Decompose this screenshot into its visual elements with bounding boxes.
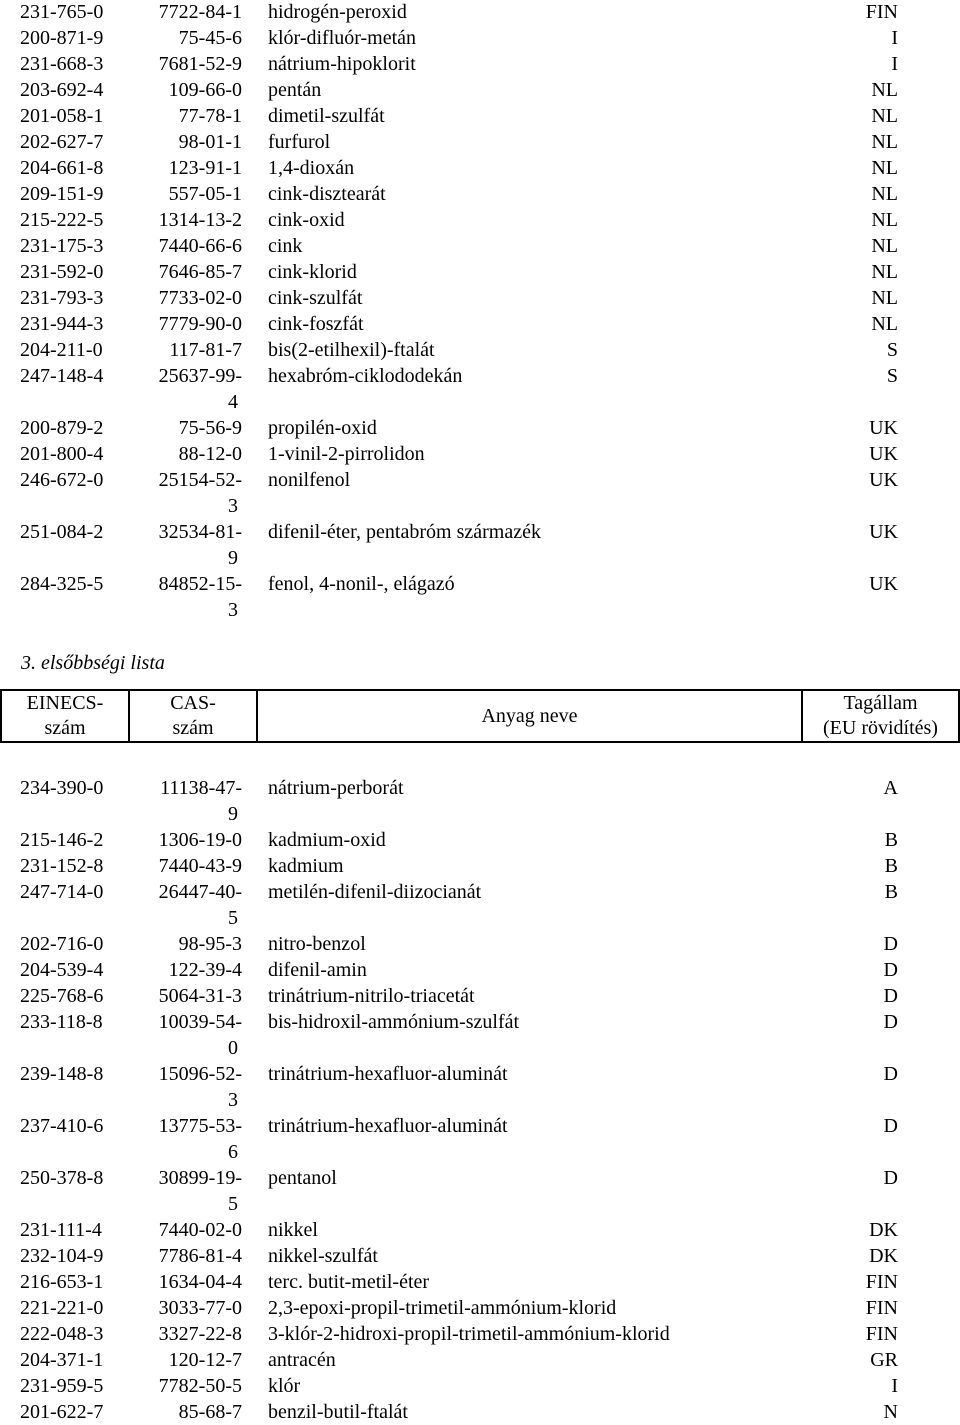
member-state: N: [883, 1401, 898, 1423]
einecs-number: 231-668-3: [20, 53, 104, 75]
member-state: I: [891, 1375, 898, 1397]
substance-name: pentán: [268, 79, 322, 101]
member-state: FIN: [865, 1271, 898, 1293]
table-row: [0, 1113, 960, 1165]
cas-number: 7646-85-7: [158, 261, 242, 283]
member-state: NL: [871, 183, 898, 205]
substance-name: kadmium: [268, 855, 344, 877]
einecs-number: 251-084-2: [20, 521, 104, 543]
cas-number: 85-68-7: [178, 1401, 242, 1423]
einecs-number: 231-111-4: [20, 1219, 102, 1241]
einecs-number: 231-959-5: [20, 1375, 104, 1397]
einecs-number: 209-151-9: [20, 183, 104, 205]
table-row: [0, 207, 960, 233]
member-state: NL: [871, 157, 898, 179]
table-row: [0, 1165, 960, 1217]
table-row: [0, 853, 960, 879]
einecs-number: 234-390-0: [20, 777, 104, 799]
member-state: DK: [869, 1245, 898, 1267]
cas-number: 10039-54- 0: [158, 1011, 242, 1059]
cas-number: 3033-77-0: [158, 1297, 242, 1319]
member-state: NL: [871, 235, 898, 257]
cas-number: 32534-81- 9: [158, 521, 242, 569]
substance-name: bis-hidroxil-ammónium-szulfát: [268, 1011, 520, 1033]
table-row: [0, 1295, 960, 1321]
cas-number: 3327-22-8: [158, 1323, 242, 1345]
substance-name: trinátrium-hexafluor-aluminát: [268, 1063, 508, 1085]
einecs-number: 221-221-0: [20, 1297, 104, 1319]
substance-name: trinátrium-nitrilo-triacetát: [268, 985, 475, 1007]
member-state: D: [883, 933, 898, 955]
cas-number: 88-12-0: [178, 443, 242, 465]
einecs-number: 239-148-8: [20, 1063, 104, 1085]
cas-number: 11138-47- 9: [160, 777, 242, 825]
table-row: [0, 1347, 960, 1373]
member-state: A: [883, 777, 898, 799]
member-state: D: [883, 1167, 898, 1189]
cas-number: 7733-02-0: [158, 287, 242, 309]
member-state: UK: [869, 417, 898, 439]
einecs-number: 204-371-1: [20, 1349, 104, 1371]
substance-name: nonilfenol: [268, 469, 351, 491]
table-row: [0, 259, 960, 285]
list-3-caption: 3. elsőbbségi lista: [21, 652, 165, 674]
einecs-number: 231-944-3: [20, 313, 104, 335]
einecs-number: 202-716-0: [20, 933, 104, 955]
cas-number: 7440-43-9: [158, 855, 242, 877]
einecs-number: 247-148-4: [20, 365, 104, 387]
substance-name: nitro-benzol: [268, 933, 366, 955]
member-state: FIN: [865, 1297, 898, 1319]
einecs-number: 204-211-0: [20, 339, 103, 361]
einecs-number: 202-627-7: [20, 131, 104, 153]
substance-name: nátrium-perborát: [268, 777, 404, 799]
cas-number: 25637-99- 4: [158, 365, 242, 413]
header-state: Tagállam (EU rövidítés): [802, 690, 959, 742]
einecs-number: 216-653-1: [20, 1271, 104, 1293]
einecs-number: 225-768-6: [20, 985, 104, 1007]
member-state: D: [883, 1063, 898, 1085]
table-row: [0, 1243, 960, 1269]
table-row: [0, 337, 960, 363]
substance-name: metilén-difenil-diizocianát: [268, 881, 482, 903]
member-state: S: [886, 365, 898, 387]
einecs-number: 250-378-8: [20, 1167, 104, 1189]
einecs-number: 222-048-3: [20, 1323, 104, 1345]
member-state: FIN: [865, 1, 898, 23]
cas-number: 557-05-1: [168, 183, 242, 205]
substance-name: nátrium-hipoklorit: [268, 53, 416, 75]
table-row: [0, 415, 960, 441]
member-state: S: [886, 339, 898, 361]
cas-number: 7782-50-5: [158, 1375, 242, 1397]
substance-name: benzil-butil-ftalát: [268, 1401, 408, 1423]
table-row: [0, 1399, 960, 1425]
table-row: [0, 1373, 960, 1399]
einecs-number: 201-800-4: [20, 443, 104, 465]
list-3-header: [0, 689, 960, 743]
member-state: DK: [869, 1219, 898, 1241]
header-name: Anyag neve: [257, 690, 802, 742]
cas-number: 120-12-7: [168, 1349, 242, 1371]
table-row: [0, 571, 960, 623]
member-state: I: [891, 27, 898, 49]
member-state: B: [884, 855, 898, 877]
table-row: [0, 983, 960, 1009]
substance-name: 1-vinil-2-pirrolidon: [268, 443, 425, 465]
member-state: NL: [871, 105, 898, 127]
table-row: [0, 441, 960, 467]
cas-number: 7440-02-0: [158, 1219, 242, 1241]
substance-name: klór: [268, 1375, 301, 1397]
member-state: I: [891, 53, 898, 75]
cas-number: 7722-84-1: [158, 1, 242, 23]
member-state: NL: [871, 209, 898, 231]
cas-number: 98-95-3: [178, 933, 242, 955]
member-state: D: [883, 1011, 898, 1033]
substance-name: dimetil-szulfát: [268, 105, 385, 127]
member-state: D: [883, 1115, 898, 1137]
einecs-number: 231-765-0: [20, 1, 104, 23]
substance-name: 2,3-epoxi-propil-trimetil-ammónium-klorid: [268, 1297, 617, 1319]
einecs-number: 215-146-2: [20, 829, 104, 851]
cas-number: 117-81-7: [169, 339, 242, 361]
member-state: UK: [869, 443, 898, 465]
einecs-number: 231-592-0: [20, 261, 104, 283]
table-row: [0, 879, 960, 931]
cas-number: 75-56-9: [178, 417, 242, 439]
cas-number: 26447-40- 5: [158, 881, 242, 929]
table-row: [0, 827, 960, 853]
einecs-number: 200-879-2: [20, 417, 104, 439]
table-row: [0, 311, 960, 337]
substance-name: kadmium-oxid: [268, 829, 386, 851]
member-state: GR: [870, 1349, 898, 1371]
table-row: [0, 1217, 960, 1243]
member-state: B: [884, 881, 898, 903]
substance-name: pentanol: [268, 1167, 337, 1189]
header-einecs: EINECS- szám: [1, 690, 129, 742]
einecs-number: 215-222-5: [20, 209, 104, 231]
cas-number: 5064-31-3: [158, 985, 242, 1007]
table-row: [0, 1009, 960, 1061]
einecs-number: 201-058-1: [20, 105, 104, 127]
cas-number: 84852-15- 3: [158, 573, 242, 621]
table-row: [0, 103, 960, 129]
substance-name: cink: [268, 235, 303, 257]
cas-number: 75-45-6: [178, 27, 242, 49]
table-row: [0, 775, 960, 827]
substance-name: cink-foszfát: [268, 313, 364, 335]
substance-name: klór-difluór-metán: [268, 27, 417, 49]
einecs-number: 204-539-4: [20, 959, 104, 981]
substance-name: hexabróm-ciklododekán: [268, 365, 463, 387]
table-row: [0, 77, 960, 103]
table-row: [0, 363, 960, 415]
cas-number: 122-39-4: [168, 959, 242, 981]
substance-name: trinátrium-hexafluor-aluminát: [268, 1115, 508, 1137]
einecs-number: 204-661-8: [20, 157, 104, 179]
einecs-number: 246-672-0: [20, 469, 104, 491]
einecs-number: 203-692-4: [20, 79, 104, 101]
cas-number: 30899-19- 5: [158, 1167, 242, 1215]
substance-name: nikkel-szulfát: [268, 1245, 378, 1267]
cas-number: 7786-81-4: [158, 1245, 242, 1267]
table-row: [0, 519, 960, 571]
substance-name: 1,4-dioxán: [268, 157, 355, 179]
einecs-number: 231-175-3: [20, 235, 104, 257]
substance-name: cink-klorid: [268, 261, 357, 283]
table-row: [0, 957, 960, 983]
einecs-number: 247-714-0: [20, 881, 104, 903]
member-state: NL: [871, 79, 898, 101]
member-state: UK: [869, 469, 898, 491]
member-state: B: [884, 829, 898, 851]
cas-number: 25154-52- 3: [158, 469, 242, 517]
substance-name: fenol, 4-nonil-, elágazó: [268, 573, 455, 595]
member-state: UK: [869, 521, 898, 543]
member-state: NL: [871, 287, 898, 309]
cas-number: 7681-52-9: [158, 53, 242, 75]
einecs-number: 233-118-8: [20, 1011, 103, 1033]
member-state: FIN: [865, 1323, 898, 1345]
table-row: [0, 233, 960, 259]
cas-number: 77-78-1: [178, 105, 242, 127]
einecs-number: 284-325-5: [20, 573, 104, 595]
cas-number: 7440-66-6: [158, 235, 242, 257]
member-state: D: [883, 985, 898, 1007]
substance-name: nikkel: [268, 1219, 318, 1241]
table-row: [0, 25, 960, 51]
substance-name: cink-szulfát: [268, 287, 363, 309]
einecs-number: 201-622-7: [20, 1401, 104, 1423]
table-row: [0, 1269, 960, 1295]
substance-name: 3-klór-2-hidroxi-propil-trimetil-ammónium-klorid: [268, 1323, 670, 1345]
substance-name: propilén-oxid: [268, 417, 377, 439]
table-row: [0, 1061, 960, 1113]
table-row: [0, 0, 960, 25]
table-row: [0, 129, 960, 155]
table-row: [0, 1321, 960, 1347]
substance-name: cink-disztearát: [268, 183, 386, 205]
substance-name: difenil-amin: [268, 959, 367, 981]
header-cas: CAS- szám: [129, 690, 257, 742]
table-row: [0, 181, 960, 207]
substance-name: bis(2-etilhexil)-ftalát: [268, 339, 435, 361]
einecs-number: 237-410-6: [20, 1115, 104, 1137]
cas-number: 1634-04-4: [158, 1271, 242, 1293]
cas-number: 98-01-1: [178, 131, 242, 153]
substance-name: hidrogén-peroxid: [268, 1, 407, 23]
member-state: NL: [871, 261, 898, 283]
einecs-number: 232-104-9: [20, 1245, 104, 1267]
einecs-number: 231-793-3: [20, 287, 104, 309]
table-row: [0, 155, 960, 181]
member-state: UK: [869, 573, 898, 595]
substance-name: furfurol: [268, 131, 331, 153]
table-row: [0, 285, 960, 311]
einecs-number: 200-871-9: [20, 27, 104, 49]
cas-number: 7779-90-0: [158, 313, 242, 335]
substance-name: cink-oxid: [268, 209, 345, 231]
member-state: D: [883, 959, 898, 981]
member-state: NL: [871, 131, 898, 153]
substance-name: difenil-éter, pentabróm származék: [268, 521, 541, 543]
cas-number: 109-66-0: [168, 79, 242, 101]
cas-number: 13775-53- 6: [158, 1115, 242, 1163]
cas-number: 123-91-1: [168, 157, 242, 179]
einecs-number: 231-152-8: [20, 855, 104, 877]
cas-number: 1314-13-2: [158, 209, 242, 231]
cas-number: 15096-52- 3: [158, 1063, 242, 1111]
table-row: [0, 467, 960, 519]
substance-name: terc. butit-metil-éter: [268, 1271, 430, 1293]
table-row: [0, 931, 960, 957]
member-state: NL: [871, 313, 898, 335]
cas-number: 1306-19-0: [158, 829, 242, 851]
table-row: [0, 51, 960, 77]
substance-name: antracén: [268, 1349, 336, 1371]
